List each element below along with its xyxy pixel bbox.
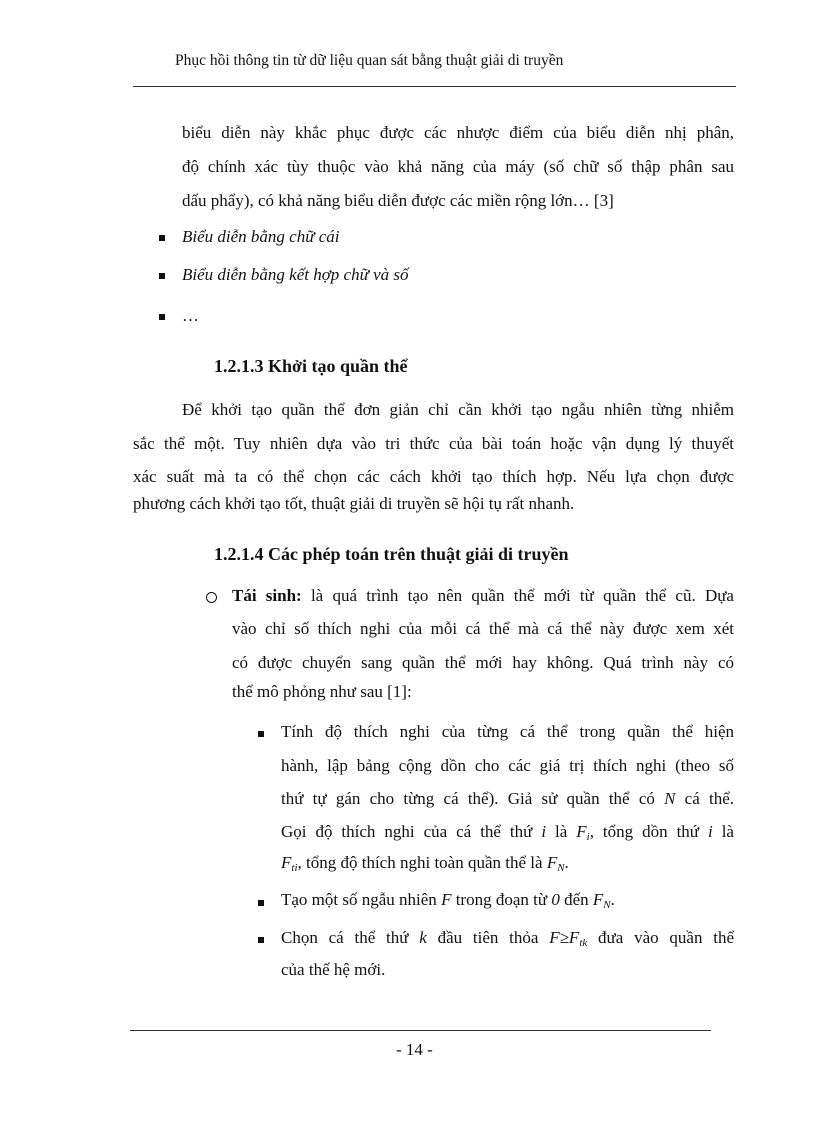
reproduction-line-2: vào chỉ số thích nghi của mỗi cá thể mà cá thể này được xem xét [232,619,734,638]
sub-i: i [586,831,590,843]
var-N: N [664,789,676,808]
step1-line-2: hành, lập bảng cộng dồn cho các giá trị thích nghi (theo số [281,756,734,775]
sub-N-2: N [603,899,611,911]
reproduction-line-3: có được chuyển sang quần thể mới hay không. Quá trình này có [232,653,734,672]
var-k: k [419,928,427,947]
step3-line-1 [281,928,734,953]
square-bullet-icon [258,731,264,737]
step1-line-5-f: . [564,853,569,872]
step3-f: đưa vào quần thể [587,928,735,947]
step1-line-4-h: là [712,822,734,841]
var-F-ge-F: F≥F [549,928,580,947]
step3-line-2: của thế hệ mới. [281,960,386,979]
step3-a: Chọn cá thể thứ [281,928,420,947]
page-number: - 14 - [396,1040,433,1059]
step2-e: đến [559,890,593,909]
step1-line-5 [281,853,569,878]
step1-line-5-c: , tổng độ thích nghi toàn quần thể là [297,853,547,872]
square-bullet-icon [258,937,264,943]
reproduction-line-1-text: là quá trình tạo nên quần thể mới từ quần thể cũ. Dựa [301,586,734,605]
intro-line-3: dấu phẩy), có khả năng biểu diễn được các miền rộng lớn… [3] [182,191,614,210]
step2-c: trong đoạn từ [451,890,552,909]
var-i-2: i [708,822,713,841]
footer-rule [130,1030,711,1031]
bullet-item-1: Biểu diễn bằng chữ cái [182,227,340,246]
sub-tk: tk [579,937,588,949]
bullet-item-3: … [182,306,199,325]
intro-line-2: độ chính xác tùy thuộc vào khả năng của máy (số chữ số thập phân sau [182,157,734,176]
sub-ti: ti [291,862,298,874]
var-i: i [541,822,547,841]
section-heading-init-population: 1.2.1.3 Khởi tạo quần thể [214,356,408,376]
square-bullet-icon [258,900,264,906]
header-rule [133,86,736,87]
reproduction-term: Tái sinh: [232,586,302,605]
step2-a: Tạo một số ngẫu nhiên [281,890,442,909]
step1-line-3-a: thứ tự gán cho từng cá thể). Giả sử quần thể có [281,789,665,808]
var-F-N: F [546,853,558,872]
var-F-N-2: F [592,890,604,909]
sub-N: N [557,862,565,874]
step1-line-3-c: cá thể. [675,789,734,808]
section-heading-ga-operations: 1.2.1.4 Các phép toán trên thuật giải di truyền [214,544,569,564]
step1-line-4-c: là [546,822,577,841]
square-bullet-icon [159,235,165,241]
section1-line-1: Để khởi tạo quần thể đơn giản chỉ cần khởi tạo ngẫu nhiên từng nhiễm [182,400,734,419]
var-zero: 0 [551,890,560,909]
var-F-ti: F [281,853,292,872]
step2-line-1 [281,890,615,915]
square-bullet-icon [159,314,165,320]
bullet-item-2: Biểu diễn bằng kết hợp chữ và số [182,265,409,284]
step1-line-1: Tính độ thích nghi của từng cá thể trong quần thể hiện [281,722,734,741]
section1-line-3: xác suất mà ta có thể chọn các cách khởi tạo thích hợp. Nếu lựa chọn được [133,467,734,486]
var-F: F [576,822,587,841]
square-bullet-icon [159,273,165,279]
intro-line-1: biểu diễn này khắc phục được các nhược điểm của biểu diễn nhị phân, [182,123,734,142]
running-header: Phục hồi thông tin từ dữ liệu quan sát bằng thuật giải di truyền [175,52,564,69]
step1-line-4-a: Gọi độ thích nghi của cá thể thứ [281,822,542,841]
var-F-rand: F [441,890,452,909]
step1-line-4-f: , tổng dồn thứ [589,822,708,841]
step1-line-4 [281,822,734,847]
reproduction-line-4: thể mô phỏng như sau [1]: [232,682,412,701]
step3-c: đầu tiên thỏa [426,928,550,947]
reproduction-line-1 [232,586,734,606]
circle-bullet-icon [206,592,217,603]
section1-line-2: sắc thể một. Tuy nhiên dựa vào tri thức của bài toán hoặc vận dụng lý thuyết [133,434,734,453]
step2-h: . [610,890,615,909]
step1-line-3 [281,789,734,809]
section1-line-4: phương cách khởi tạo tốt, thuật giải di truyền sẽ hội tụ rất nhanh. [133,494,575,513]
